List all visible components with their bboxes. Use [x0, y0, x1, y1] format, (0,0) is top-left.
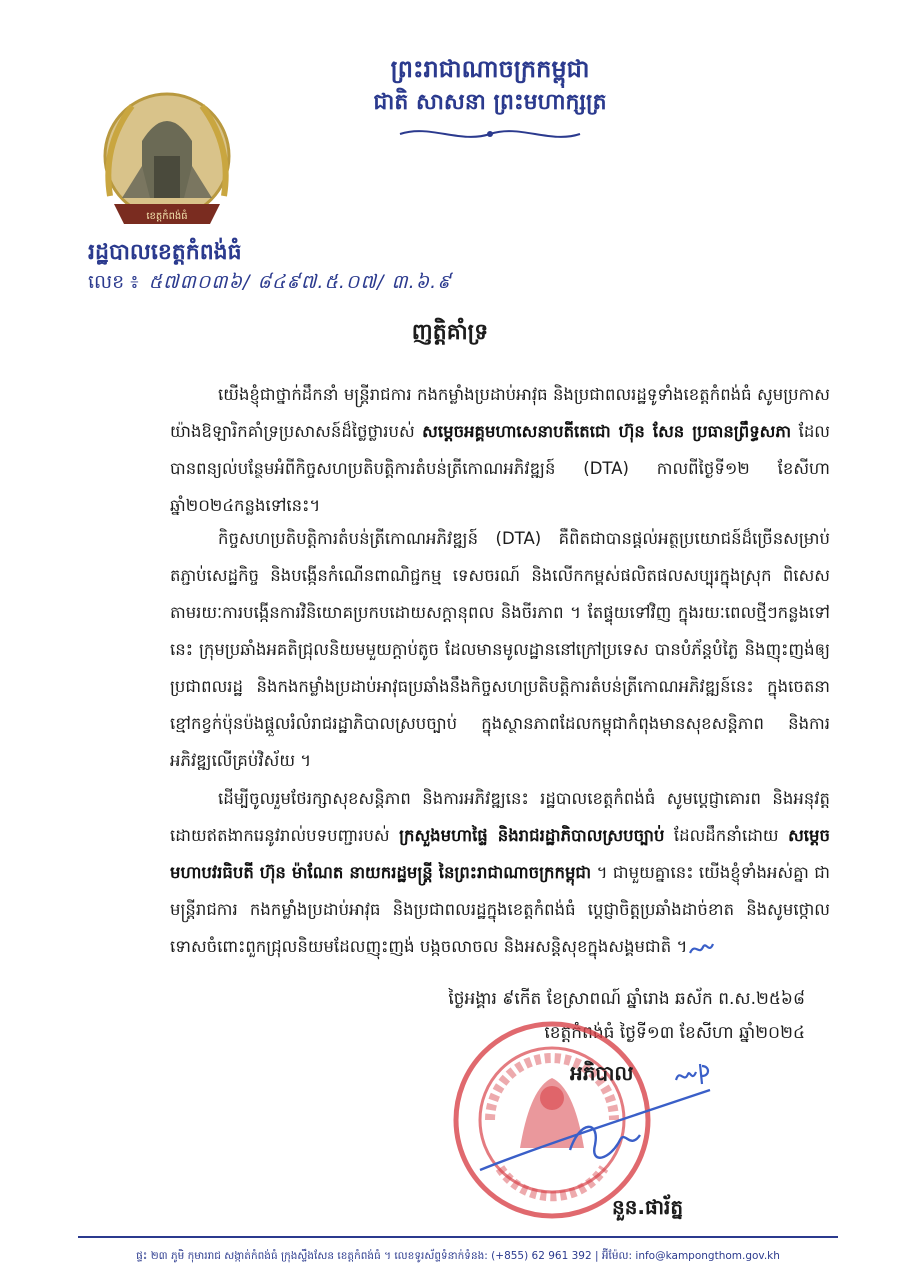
footer-contact: ផ្ទះ ២៣ ភូមិ កុមាររាជ សង្កាត់កំពង់ធំ ក្រុងស្ទឹងសែន ខេត្តកំពង់ធំ ។ លេខទូរស័ព្ទទំនាក់ទំនង: (+855) 62 961 392 | អ៊ីម៉ែល: info@kampongthom.gov.kh [136, 1250, 780, 1262]
solar-date: ខេត្តកំពង់ធំ ថ្ងៃទី១៣ ខែសីហា ឆ្នាំ២០២៤ [544, 1023, 805, 1043]
reference-number [88, 270, 452, 298]
ornament-divider-icon [380, 122, 600, 146]
handwritten-mark-icon [687, 938, 715, 958]
paragraph-3-text-a: ដើម្បីចូលរួមថែរក្សាសុខសន្តិភាព និងការអភិវឌ្ឍនេះ រដ្ឋបាលខេត្តកំពង់ធំ សូមប្តេជ្ញាគោរព និងអនុវត្តដោយឥតងាករេនូវរាល់បទបញ្ជារបស់ [170, 789, 830, 845]
signatory-title: អភិបាល [570, 1061, 634, 1085]
paragraph-1-honorific: សម្តេចអគ្គមហាសេនាបតីតេជោ ហ៊ុន សែន ប្រធានព្រឹទ្ធសភា [422, 422, 792, 441]
emblem-label: ខេត្តកំពង់ធំ [146, 211, 188, 222]
paragraph-1-text-b: ដែលបានពន្យល់បន្ថែមអំពីកិច្ចសហប្រតិបត្តិការតំបន់ត្រីកោណអភិវឌ្ឍន៍ (DTA) កាលពីថ្ងៃទី១២ ខែសីហា ឆ្នាំ២០២៤កន្លងទៅនេះ។ [170, 422, 830, 515]
reference-label: លេខ ៖ [88, 271, 139, 293]
kingdom-heading: ព្រះរាជាណាចក្រកម្ពុជា [390, 54, 590, 83]
paragraph-2: កិច្ចសហប្រតិបត្តិការតំបន់ត្រីកោណអភិវឌ្ឍន៍ (DTA) គឺពិតជាបានផ្តល់អត្ថប្រយោជន៍ដ៏ច្រើនសម្រាប់តភ្ជាប់សេដ្ឋកិច្ច និងបង្កើនកំណើនពាណិជ្ជកម្ម ទេសចរណ៍ និងលើកកម្ពស់ផលិតផលសប្បុរក្នុងស្រុក ពិសេសតាមរយៈការបង្កើនការវិនិយោគប្រកបដោយសក្តានុពល និងចីរភាព ។ តែផ្ទុយទៅវិញ ក្នុងរយៈពេលថ្មីៗកន្លងទៅនេះ ក្រុមប្រឆាំងអគតិជ្រុលនិយមមួយក្តាប់តូច ដែលមានមូលដ្ឋាននៅក្រៅប្រទេស បានបំភ័ន្តបំភ្លៃ និងញុះញង់ឲ្យប្រជាពលរដ្ឋ និងកងកម្លាំងប្រដាប់អាវុធប្រឆាំងនឹងកិច្ចសហប្រតិបត្តិការតំបន់ត្រីកោណអភិវឌ្ឍន៍នេះ ក្នុងចេតនាខ្មៅកខ្វក់ប៉ុនប៉ងផ្តួលរំលំរាជរដ្ឋាភិបាលស្របច្បាប់ ក្នុងស្ថានភាពដែលកម្ពុជាកំពុងមានសុខសន្តិភាព និងការអភិវឌ្ឍលើគ្រប់វិស័យ ។ [170, 529, 830, 770]
paragraph-3 [170, 780, 830, 965]
signatory-name: នួន.ផារ័ត្ន [612, 1195, 684, 1219]
reference-value: ៥៧៣០៣៦/ ៨៤៩៧.៥.០៧/ ៣.៦.៩ [148, 271, 452, 293]
paragraph-3-text-c: ។ ជាមួយគ្នានេះ យើងខ្ញុំទាំងអស់គ្នា ជាមន្ត្រីរាជការ កងកម្លាំងប្រដាប់អាវុធ និងប្រជាពលរដ្ឋក្នុងខេត្តកំពង់ធំ ប្តេជ្ញាចិត្តប្រឆាំងដាច់ខាត និងសូមថ្កោលទោសចំពោះពួកជ្រុលនិយមដែលញុះញង់ បង្កចលាចល និងអសន្តិសុខក្នុងសង្គមជាតិ ។ [170, 863, 830, 956]
lunar-date: ថ្ងៃអង្គារ ៩កើត ខែស្រាពណ៍ ឆ្នាំរោង ឆស័ក ព.ស.២៥៦៨ [448, 989, 805, 1009]
paragraph-3-prime-minister: សម្តេចមហាបវរធិបតី ហ៊ុន ម៉ាណែត នាយករដ្ឋមន្ត្រី នៃព្រះរាជាណាចក្រកម្ពុជា [170, 826, 830, 882]
paragraph-3-ministry: ក្រសួងមហាផ្ទៃ និងរាជរដ្ឋាភិបាលស្របច្បាប់ [399, 826, 665, 845]
province-emblem-icon [92, 86, 242, 236]
paragraph-1-text-a: យើងខ្ញុំជាថ្នាក់ដឹកនាំ មន្ត្រីរាជការ កងកម្លាំងប្រដាប់អាវុធ និងប្រជាពលរដ្ឋទូទាំងខេត្តកំពង់ធំ សូមប្រកាសយ៉ាងឱឡារិកគាំទ្រប្រសាសន៍ដ៏ថ្លៃថ្លារបស់ [170, 385, 830, 441]
national-motto: ជាតិ សាសនា ព្រះមហាក្សត្រ [373, 89, 607, 115]
issuer-name: រដ្ឋបាលខេត្តកំពង់ធំ [88, 240, 242, 265]
paragraph-3-text-b: ដែលដឹកនាំដោយ [673, 826, 779, 845]
handwritten-signature-icon [470, 1080, 720, 1190]
paragraph-1 [170, 376, 830, 524]
footer-divider [78, 1236, 838, 1238]
document-title: ញត្តិគាំទ្រ [411, 320, 489, 345]
